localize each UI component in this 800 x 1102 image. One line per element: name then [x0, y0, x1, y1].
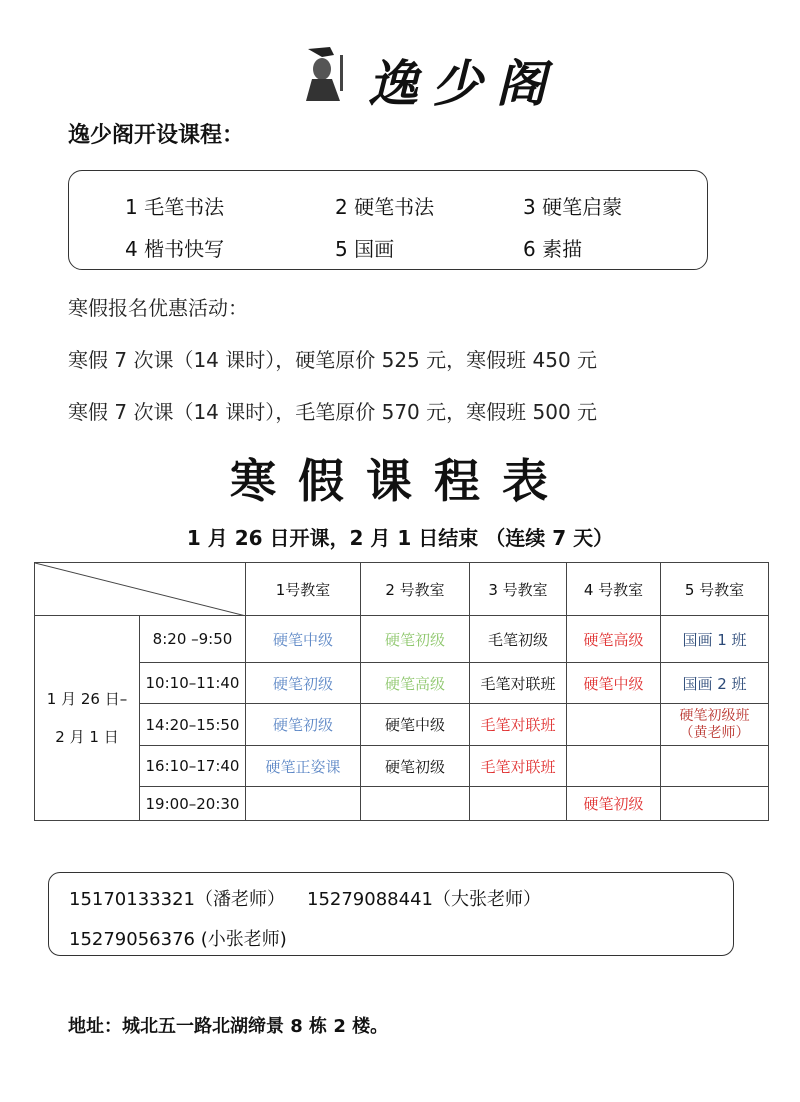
logo-wordmark: 逸少阁 [368, 54, 560, 113]
phone-contact: 15279056376 (小张老师) [69, 929, 287, 950]
class-cell [661, 746, 769, 787]
class-cell: 国画 2 班 [661, 663, 769, 704]
room-header: 4 号教室 [567, 563, 661, 616]
corner-cell [35, 563, 246, 616]
class-cell: 硬笔中级 [567, 663, 661, 704]
time-cell: 19:00–20:30 [140, 787, 246, 821]
class-cell [567, 704, 661, 746]
class-cell: 毛笔对联班 [470, 663, 567, 704]
course-item: 6 素描 [523, 237, 583, 261]
class-cell [470, 787, 567, 821]
class-cell: 毛笔对联班 [470, 704, 567, 746]
class-cell: 硬笔初级 [246, 663, 361, 704]
class-cell: 硬笔初级 [246, 704, 361, 746]
class-cell: 毛笔对联班 [470, 746, 567, 787]
class-cell: 毛笔初级 [470, 616, 567, 663]
date-end: 2 月 1 日 [55, 728, 119, 746]
course-item: 2 硬笔书法 [335, 195, 435, 219]
contact-box [48, 872, 734, 956]
phone-contact: 15170133321（潘老师） [69, 889, 285, 910]
date-start: 1 月 26 日– [46, 690, 128, 708]
class-cell: 硬笔高级 [567, 616, 661, 663]
time-cell: 10:10–11:40 [140, 663, 246, 704]
class-cell: 硬笔中级 [246, 616, 361, 663]
class-cell [246, 787, 361, 821]
courses-heading: 逸少阁开设课程： [68, 123, 245, 148]
time-cell: 14:20–15:50 [140, 704, 246, 746]
promo-heading: 寒假报名优惠活动： [68, 296, 248, 320]
phone-contact: 15279088441（大张老师） [307, 889, 541, 910]
course-item: 4 楷书快写 [125, 237, 225, 261]
room-header: 5 号教室 [661, 563, 769, 616]
room-header: 1号教室 [246, 563, 361, 616]
time-cell: 16:10–17:40 [140, 746, 246, 787]
class-cell [661, 704, 769, 746]
address: 地址：城北五一路北湖缔景 8 栋 2 楼。 [68, 1016, 389, 1037]
table-row [35, 616, 769, 663]
class-cell: 硬笔初级 [361, 746, 470, 787]
class-cell: 硬笔中级 [361, 704, 470, 746]
teacher-note: （黄老师） [679, 724, 750, 741]
schedule-subtitle: 1 月 26 日开课，2 月 1 日结束 （连续 7 天） [186, 526, 614, 550]
room-header: 3 号教室 [470, 563, 567, 616]
diagonal-line [35, 563, 246, 616]
date-range-cell [35, 616, 140, 821]
class-cell: 硬笔初级 [361, 616, 470, 663]
room-header: 2 号教室 [361, 563, 470, 616]
logo-figure-icon [300, 45, 350, 103]
class-cell: 硬笔正姿课 [246, 746, 361, 787]
promo-line: 寒假 7 次课（14 课时），硬笔原价 525 元，寒假班 450 元 [68, 348, 598, 372]
schedule-title: 寒假课程表 [230, 454, 570, 508]
table-row [35, 704, 769, 746]
promo-line: 寒假 7 次课（14 课时），毛笔原价 570 元，寒假班 500 元 [68, 400, 598, 424]
class-cell: 硬笔初级 [567, 787, 661, 821]
table-row [35, 787, 769, 821]
class-cell: 硬笔高级 [361, 663, 470, 704]
course-item: 3 硬笔启蒙 [523, 195, 623, 219]
class-name: 硬笔初级班 [679, 707, 750, 724]
table-row [35, 663, 769, 704]
course-item: 1 毛笔书法 [125, 195, 225, 219]
class-cell: 国画 1 班 [661, 616, 769, 663]
schedule-table [34, 562, 769, 821]
class-cell [567, 746, 661, 787]
time-cell: 8:20 –9:50 [140, 616, 246, 663]
class-cell [361, 787, 470, 821]
course-item: 5 国画 [335, 237, 395, 261]
table-row [35, 746, 769, 787]
courses-box [68, 170, 708, 270]
class-cell [661, 787, 769, 821]
table-header-row [35, 563, 769, 616]
